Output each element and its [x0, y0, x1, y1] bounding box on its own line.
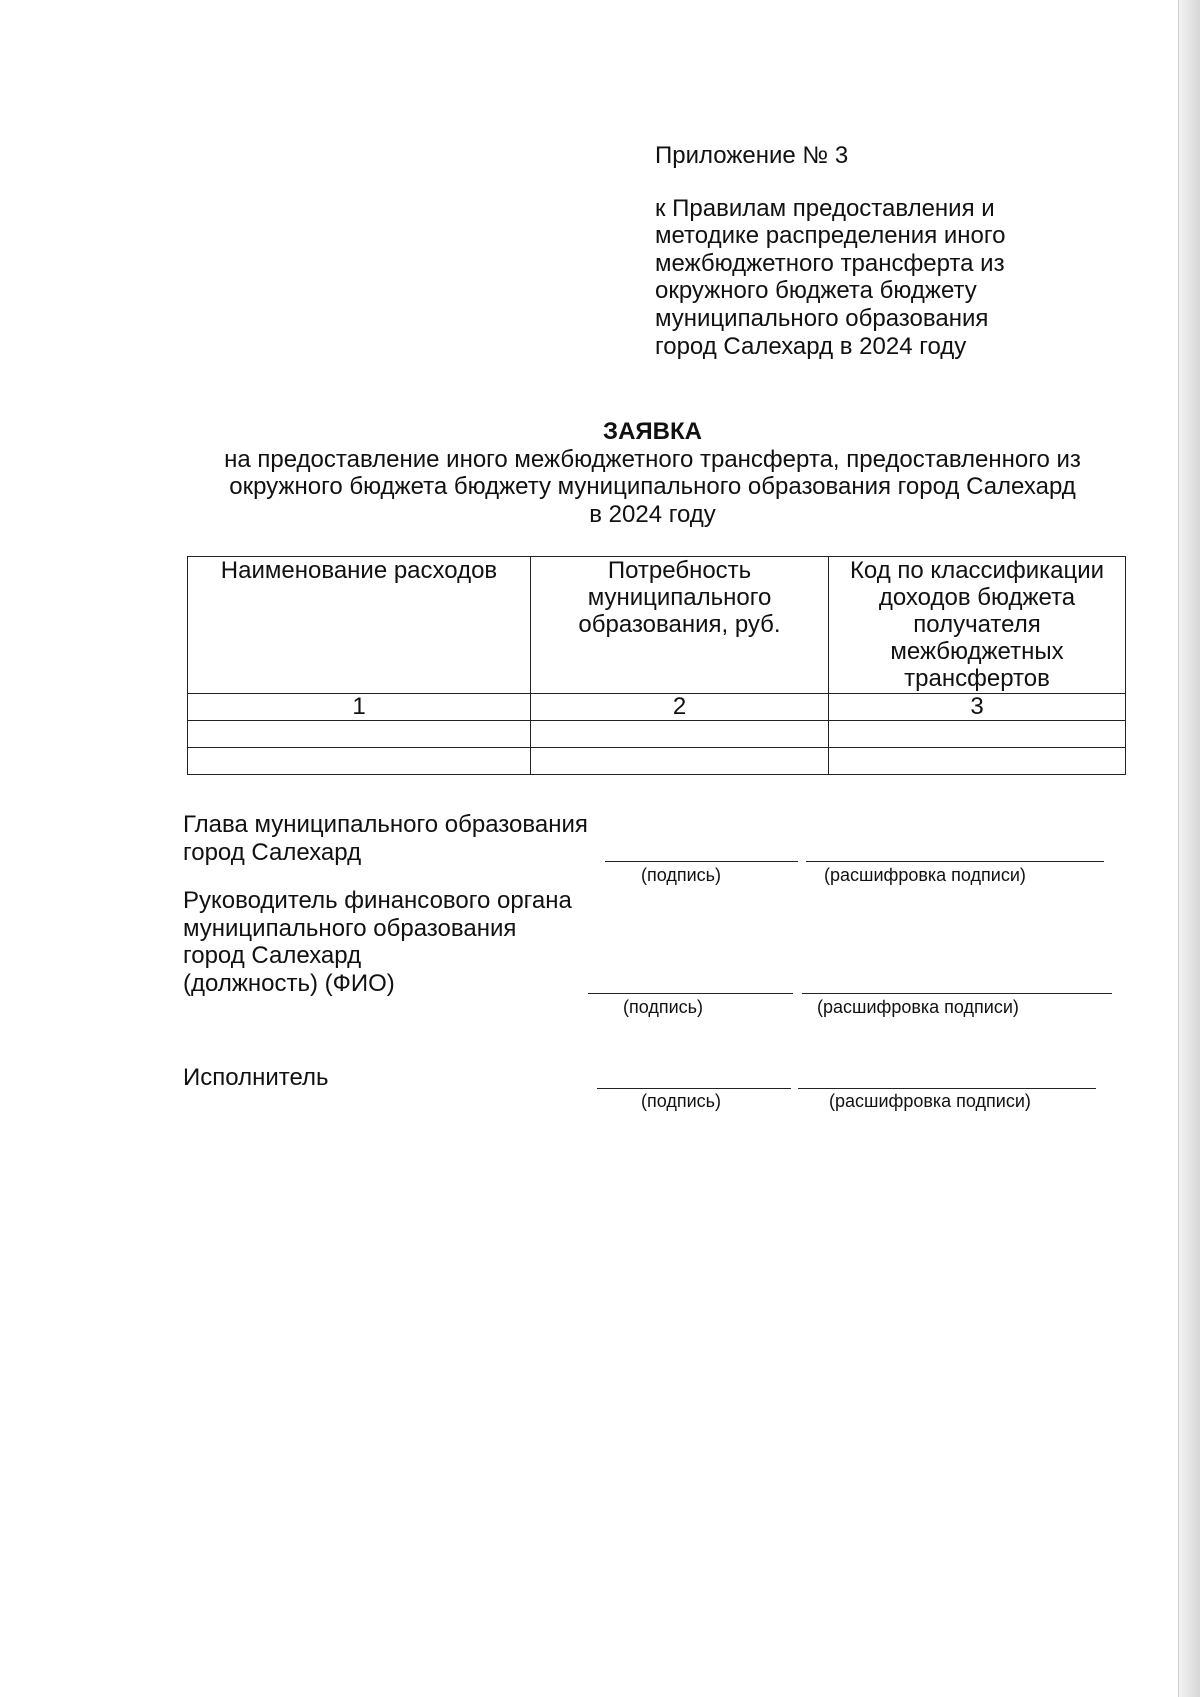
- decryption-caption-finance: (расшифровка подписи): [817, 997, 1019, 1017]
- decryption-line-finance: [802, 993, 1112, 994]
- header-cell-classification-code: Код по классификации доходов бюджета получателя межбюджетных трансфертов: [829, 557, 1126, 694]
- table-cell: [188, 748, 531, 775]
- table-cell: [531, 748, 829, 775]
- document-title: ЗАЯВКА: [603, 418, 702, 445]
- signature-line-executor: [597, 1088, 791, 1089]
- appendix-line: окружного бюджета бюджету: [655, 277, 977, 305]
- decryption-caption-executor: (расшифровка подписи): [829, 1091, 1031, 1111]
- table-row: [188, 721, 1126, 748]
- decryption-line-executor: [798, 1088, 1096, 1089]
- scan-page-edge: [1178, 0, 1200, 1697]
- document-subtitle-line: в 2024 году: [589, 500, 716, 528]
- table-column-numbers-row: [188, 694, 1126, 721]
- decryption-line-head: [806, 861, 1104, 862]
- appendix-line: город Салехард в 2024 году: [655, 332, 967, 360]
- column-number-cell: 2: [531, 694, 829, 721]
- document-heading: [180, 418, 1125, 528]
- signature-label-head: Глава муниципального образования город Салехард: [183, 811, 588, 866]
- table-cell: [829, 721, 1126, 748]
- appendix-line: методике распределения иного: [655, 222, 1006, 250]
- decryption-caption-head: (расшифровка подписи): [824, 865, 1026, 885]
- table-row: [188, 748, 1126, 775]
- appendix-line: межбюджетного трансферта из: [655, 249, 1005, 277]
- signature-caption-head: (подпись): [641, 865, 722, 885]
- document-subtitle-line: на предоставление иного межбюджетного трансферта, предоставленного из: [224, 445, 1081, 473]
- document-subtitle-line: окружного бюджета бюджету муниципального образования город Салехард: [229, 473, 1076, 501]
- table-cell: [531, 721, 829, 748]
- signature-line-finance: [588, 993, 793, 994]
- table-cell: [829, 748, 1126, 775]
- header-cell-demand: Потребность муниципального образования, руб.: [531, 557, 829, 694]
- signature-line-head: [605, 861, 798, 862]
- column-number-cell: 1: [188, 694, 531, 721]
- appendix-block: [655, 142, 1005, 360]
- header-cell-expense-name: Наименование расходов: [188, 557, 531, 694]
- signature-caption-finance: (подпись): [623, 997, 704, 1017]
- signature-caption-executor: (подпись): [641, 1091, 722, 1111]
- appendix-number: Приложение № 3: [655, 142, 849, 169]
- column-number-cell: 3: [829, 694, 1126, 721]
- request-table: [187, 556, 1126, 775]
- signature-label-executor: Исполнитель: [183, 1064, 329, 1091]
- appendix-line: к Правилам предоставления и: [655, 194, 995, 222]
- table-cell: [188, 721, 531, 748]
- appendix-line: муниципального образования: [655, 304, 989, 332]
- table-header-row: [188, 557, 1126, 694]
- signature-label-finance: Руководитель финансового органа муниципального образования город Салехард (должность) (ФИО): [183, 887, 572, 997]
